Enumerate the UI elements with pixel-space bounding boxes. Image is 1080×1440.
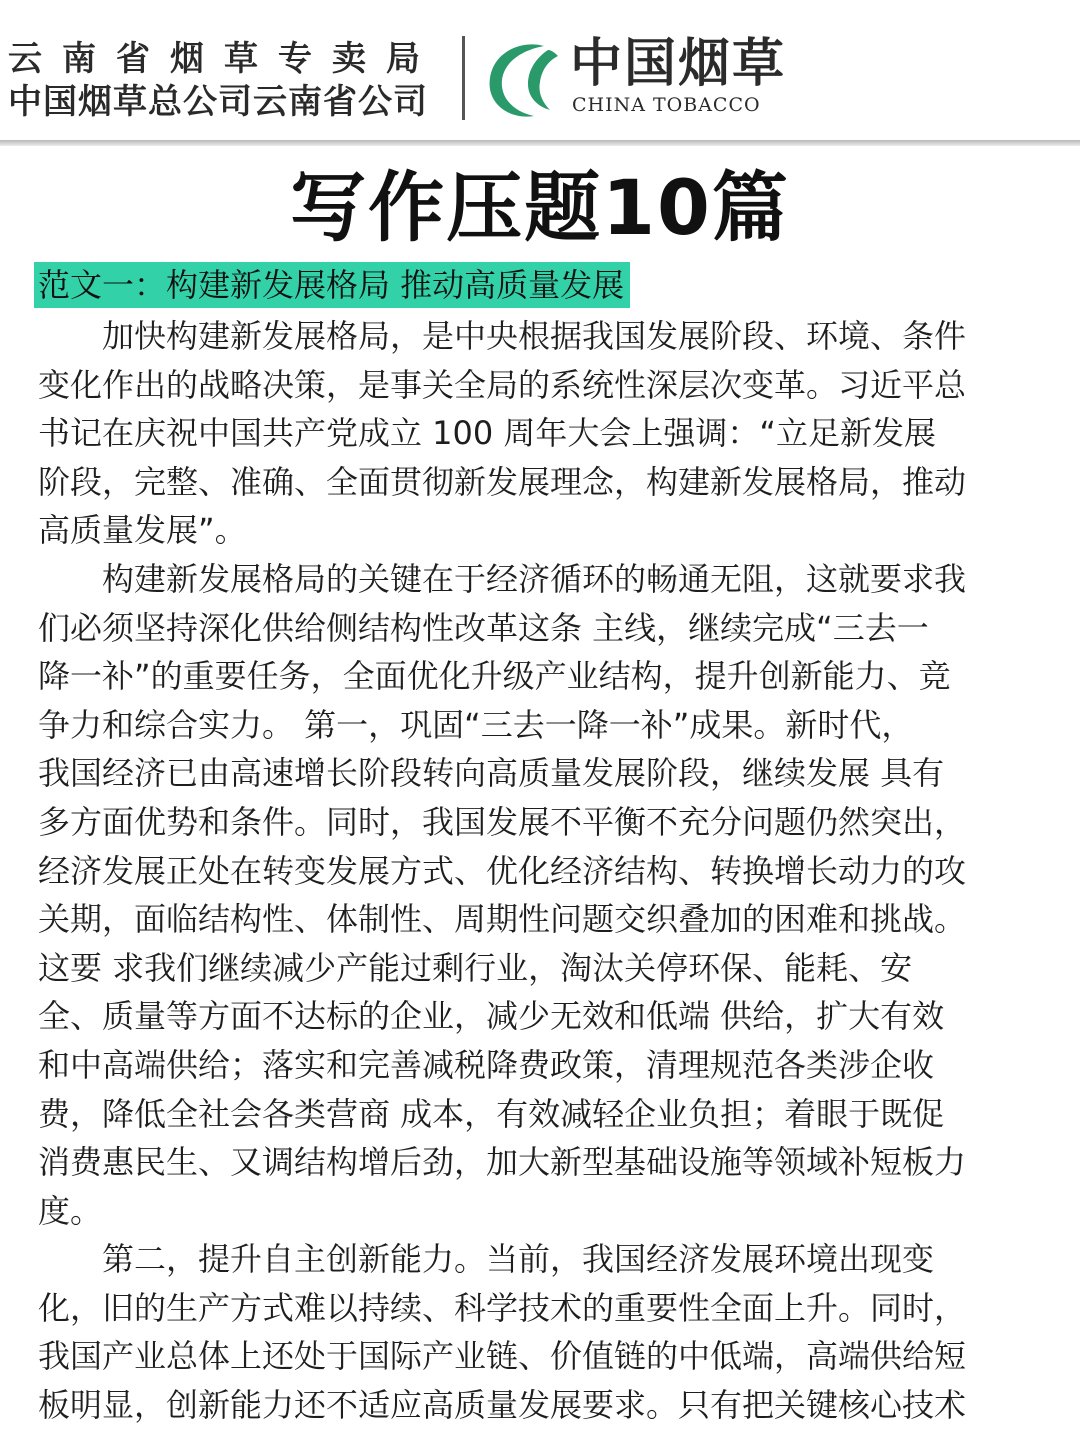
issuing-organization (8, 38, 448, 124)
text-line: 和中高端供给；落实和完善减税降费政策，清理规范各类涉企收 (38, 1045, 935, 1084)
text-line: 们必须坚持深化供给侧结构性改革这条 主线，继续完成“三去一 (38, 608, 929, 647)
text-line: 阶段，完整、准确、全面贯彻新发展理念，构建新发展格局，推动 (38, 462, 967, 501)
text-line: 消费惠民生、又调结构增后劲，加大新型基础设施等领域补短板力 (38, 1143, 967, 1182)
document-header (0, 0, 1080, 142)
text-line: 第二，提升自主创新能力。当前，我国经济发展环境出现变 (38, 1240, 935, 1279)
paragraph-3 (38, 1235, 1048, 1429)
section-heading: 范文一：构建新发展格局 推动高质量发展 (34, 262, 630, 308)
text-line: 多方面优势和条件。同时，我国发展不平衡不充分问题仍然突出， (38, 802, 967, 841)
text-line: 化，旧的生产方式难以持续、科学技术的重要性全面上升。同时， (38, 1288, 967, 1327)
org-name-line2: 中国烟草总公司云南省公司 (8, 82, 428, 122)
text-line: 费，降低全社会各类营商 成本，有效减轻企业负担；着眼于既促 (38, 1094, 945, 1133)
header-divider (462, 36, 465, 120)
china-tobacco-logo-icon (484, 36, 562, 120)
text-line: 板明显，创新能力还不适应高质量发展要求。只有把关键核心技术 (38, 1386, 967, 1425)
text-line: 争力和综合实力。 第一，巩固“三去一降一补”成果。新时代， (38, 705, 914, 744)
header-bottom-rule (0, 140, 1080, 146)
brand-name-chinese: 中国烟草 (570, 34, 787, 94)
text-line: 构建新发展格局的关键在于经济循环的畅通无阻，这就要求我 (38, 559, 967, 598)
text-line: 全、质量等方面不达标的企业，减少无效和低端 供给，扩大有效 (38, 997, 945, 1036)
text-line: 度。 (38, 1191, 103, 1230)
text-line: 这要 求我们继续减少产能过剩行业，淘汰关停环保、能耗、安 (38, 948, 913, 987)
brand-name-english: CHINA TOBACCO (572, 94, 761, 116)
text-line: 我国经济已由高速增长阶段转向高质量发展阶段，继续发展 具有 (38, 754, 945, 793)
text-line: 经济发展正处在转变发展方式、优化经济结构、转换增长动力的攻 (38, 851, 967, 890)
article-body (38, 312, 1048, 1430)
text-line: 我国产业总体上还处于国际产业链、价值链的中低端，高端供给短 (38, 1337, 967, 1376)
text-line: 变化作出的战略决策，是事关全局的系统性深层次变革。习近平总 (38, 365, 967, 404)
text-line: 高质量发展”。 (38, 511, 247, 550)
text-line: 书记在庆祝中国共产党成立 100 周年大会上强调：“立足新发展 (38, 414, 937, 453)
text-line: 加快构建新发展格局，是中央根据我国发展阶段、环境、条件 (38, 317, 967, 355)
paragraph-1 (38, 312, 1048, 555)
paragraph-2 (38, 555, 1048, 1235)
page-title: 写作压题10篇 (290, 163, 790, 252)
text-line: 关期，面临结构性、体制性、周期性问题交织叠加的困难和挑战。 (38, 900, 967, 939)
org-name-line1: 云南省烟草专卖局 (8, 39, 440, 79)
text-line: 降一补”的重要任务，全面优化升级产业结构，提升创新能力、竞 (38, 657, 951, 696)
